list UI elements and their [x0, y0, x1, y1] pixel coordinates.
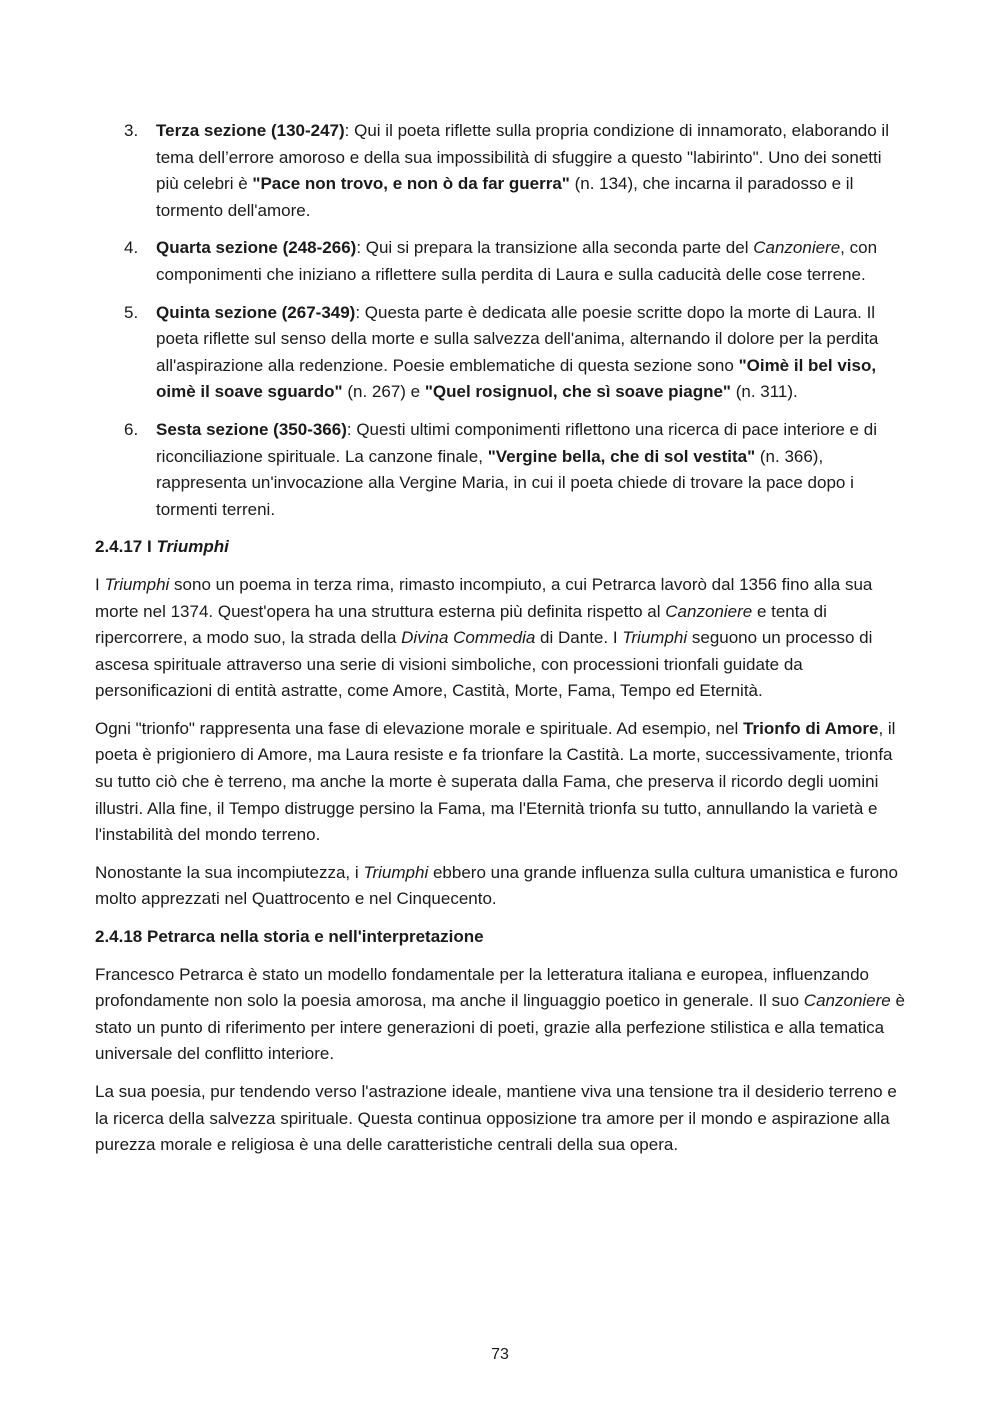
- paragraph-text: sono un poema in terza rima, rimasto incompiuto, a cui Petrarca lavorò dal 1356 fino alla sua morte nel 1374. Quest'opera ha una struttura esterna più definita rispetto al: [95, 574, 873, 621]
- section-list: [95, 118, 907, 523]
- paragraph: La sua poesia, pur tendendo verso l'astrazione ideale, mantiene viva una tensione tra il desiderio terreno e la ricerca della salvezza spirituale. Questa continua opposizione tra amore per il mondo e aspirazione alla purezza morale e religiosa è una delle caratteristiche centrali della sua opera.: [95, 1082, 897, 1155]
- page-number: 73: [491, 1346, 509, 1363]
- work-title: Canzoniere: [803, 991, 891, 1011]
- paragraph: [95, 572, 907, 705]
- list-item-text: : Questi ultimi componimenti riflettono una ricerca di pace interiore e di riconciliazione spirituale. La canzone finale,: [156, 419, 877, 466]
- list-number: 4.: [124, 238, 139, 258]
- list-number: 6.: [124, 419, 139, 439]
- work-title: Canzoniere: [753, 238, 841, 258]
- paragraph-text: ebbero una grande influenza sulla cultura umanistica e furono molto apprezzati nel Quattrocento e nel Cinquecento.: [95, 862, 898, 909]
- paragraph-text: I: [95, 574, 105, 594]
- poem-title: "Vergine bella, che di sol vestita": [487, 446, 756, 466]
- list-item-text: : Qui il poeta riflette sulla propria condizione di innamorato, elaborando il tema dell’errore amoroso e della sua impossibilità di sfuggire a questo "labirinto". Uno dei sonetti più celebri è: [156, 121, 889, 194]
- heading-italic-title: Triumphi: [156, 537, 229, 557]
- list-item-text: : Qui si prepara la transizione alla seconda parte del: [356, 238, 754, 258]
- list-item: [95, 118, 907, 224]
- work-title: Canzoniere: [665, 601, 753, 621]
- paragraph-text: , il poeta è prigioniero di Amore, ma Laura resiste e fa trionfare la Castità. La morte, successivamente, trionfa su tutto ciò che è terreno, ma anche la morte è superata dalla Fama, che preserva il ricordo degli uomini illustri. Alla fine, il Tempo distrugge persino la Fama, ma l'Eternità trionfa su tutto, annullando la varietà e l'instabilità del mondo terreno.: [95, 718, 896, 845]
- list-item: [95, 300, 907, 406]
- list-item-text: (n. 366), rappresenta un'invocazione alla Vergine Maria, in cui il poeta chiede di trovare la pace dopo i tormenti terreni.: [156, 446, 854, 519]
- paragraph: [95, 860, 907, 913]
- paragraph-text: e tenta di ripercorrere, a modo suo, la strada della: [95, 601, 827, 648]
- paragraph-text: Francesco Petrarca è stato un modello fondamentale per la letteratura italiana e europea, influenzando profondamente non solo la poesia amorosa, ma anche il linguaggio poetico in generale. Il suo: [95, 964, 869, 1011]
- section-heading-triumphi: [95, 534, 907, 561]
- list-item-lead: Sesta sezione (350-366): [156, 419, 347, 439]
- heading-text: 2.4.17 I: [95, 537, 157, 557]
- bold-term: Trionfo di Amore: [743, 718, 879, 738]
- work-title: Triumphi: [104, 574, 170, 594]
- poem-title: "Pace non trovo, e non ò da far guerra": [252, 174, 570, 194]
- list-item-text: : Questa parte è dedicata alle poesie scritte dopo la morte di Laura. Il poeta riflette sul senso della morte e sulla salvezza dell'anima, alternando il dolore per la perdita all'aspirazione alla redenzione. Poesie emblematiche di questa sezione sono: [156, 302, 879, 375]
- work-title: Triumphi: [363, 862, 429, 882]
- work-title: Triumphi: [622, 628, 688, 648]
- poem-title: "Oimè il bel viso, oimè il soave sguardo": [156, 355, 877, 402]
- list-item-lead: Quarta sezione (248-266): [156, 238, 357, 258]
- list-item: [95, 235, 907, 288]
- list-item: [95, 417, 907, 523]
- list-item-lead: Terza sezione (130-247): [156, 121, 345, 140]
- paragraph-text: è stato un punto di riferimento per intere generazioni di poeti, grazie alla perfezione stilistica e alla tematica universale del conflitto interiore.: [95, 991, 905, 1064]
- work-title: Divina Commedia: [401, 628, 536, 648]
- page-content: [95, 118, 907, 1170]
- paragraph-text: Ogni "trionfo" rappresenta una fase di elevazione morale e spirituale. Ad esempio, nel: [95, 718, 744, 738]
- list-item-text: (n. 134), che incarna il paradosso e il tormento dell'amore.: [156, 174, 854, 220]
- list-number: 5.: [124, 302, 139, 322]
- list-item-text: (n. 267) e: [342, 382, 425, 402]
- paragraph-text: seguono un processo di ascesa spirituale attraverso una serie di visioni simboliche, con processioni trionfali guidate da personificazioni di entità astratte, come Amore, Castità, Morte, Fama, Tempo ed Eternità.: [95, 628, 873, 701]
- list-number: 3.: [124, 121, 139, 140]
- paragraph-text: Nonostante la sua incompiutezza, i: [95, 862, 364, 882]
- poem-title: "Quel rosignuol, che sì soave piagne": [424, 382, 731, 402]
- paragraph: [95, 962, 907, 1068]
- list-item-lead: Quinta sezione (267-349): [156, 302, 356, 322]
- section-heading-petrarca: 2.4.18 Petrarca nella storia e nell'interpretazione: [95, 927, 484, 947]
- list-item-text: , con componimenti che iniziano a riflettere sulla perdita di Laura e sulla caducità delle cose terrene.: [156, 238, 878, 284]
- paragraph: [95, 716, 907, 849]
- paragraph-text: di Dante. I: [535, 628, 623, 648]
- list-item-text: (n. 311).: [731, 382, 798, 402]
